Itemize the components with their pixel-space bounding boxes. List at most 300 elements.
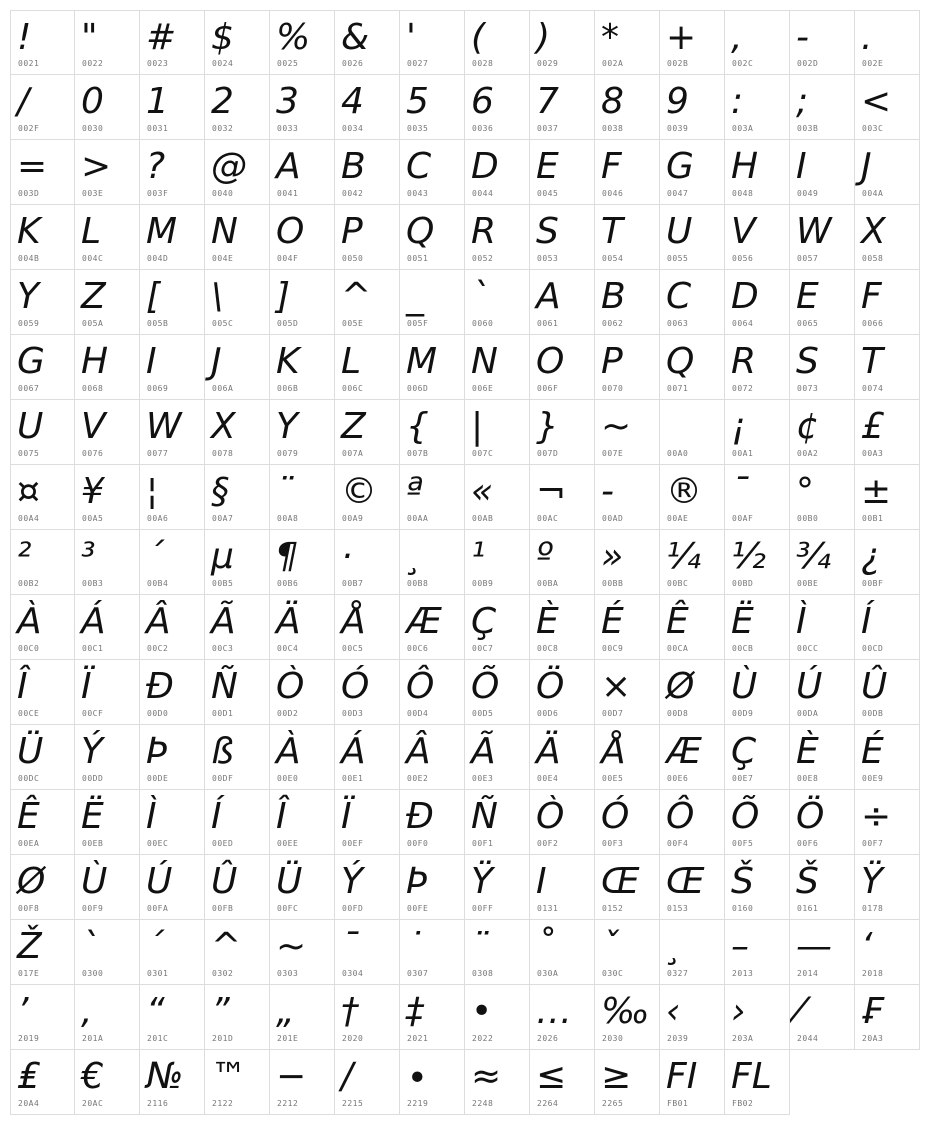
glyph-cell <box>270 920 335 985</box>
glyph-cell <box>530 10 595 75</box>
glyph-character: µ <box>211 536 234 577</box>
glyph-codepoint: 006B <box>277 384 299 393</box>
glyph-codepoint: 201D <box>212 1034 234 1043</box>
glyph-character: J <box>211 341 222 382</box>
glyph-codepoint: 00F1 <box>472 839 494 848</box>
glyph-codepoint: 0060 <box>472 319 494 328</box>
glyph-character: [ <box>146 276 161 317</box>
glyph-codepoint: 0061 <box>537 319 559 328</box>
glyph-cell <box>660 725 725 790</box>
glyph-cell <box>595 920 660 985</box>
glyph-cell <box>10 985 75 1050</box>
glyph-codepoint: 0071 <box>667 384 689 393</box>
glyph-character: T <box>601 211 623 252</box>
glyph-cell <box>855 335 920 400</box>
glyph-cell <box>660 270 725 335</box>
glyph-codepoint: 00BB <box>602 579 624 588</box>
glyph-codepoint: 006D <box>407 384 429 393</box>
glyph-codepoint: 0327 <box>667 969 689 978</box>
glyph-character: C <box>406 146 432 187</box>
glyph-codepoint: 00F8 <box>18 904 40 913</box>
glyph-cell <box>75 10 140 75</box>
glyph-cell <box>790 985 855 1050</box>
glyph-codepoint: 0031 <box>147 124 169 133</box>
glyph-codepoint: 0131 <box>537 904 559 913</box>
glyph-codepoint: 0300 <box>82 969 104 978</box>
glyph-character: ? <box>146 146 166 187</box>
glyph-codepoint: 00D6 <box>537 709 559 718</box>
glyph-codepoint: 00C3 <box>212 644 234 653</box>
glyph-codepoint: 00FB <box>212 904 234 913</box>
glyph-codepoint: 0022 <box>82 59 104 68</box>
glyph-character: Y <box>17 276 39 317</box>
glyph-character: O <box>276 211 305 252</box>
glyph-codepoint: 017E <box>18 969 40 978</box>
glyph-cell <box>335 465 400 530</box>
glyph-codepoint: 0067 <box>18 384 40 393</box>
glyph-cell <box>205 855 270 920</box>
glyph-cell <box>855 985 920 1050</box>
glyph-character: # <box>146 17 177 58</box>
glyph-codepoint: FB02 <box>732 1099 754 1108</box>
glyph-cell <box>140 140 205 205</box>
glyph-character: Â <box>146 601 171 642</box>
glyph-character: ≤ <box>536 1056 567 1097</box>
glyph-cell <box>725 920 790 985</box>
glyph-cell <box>270 660 335 725</box>
glyph-codepoint: 00C0 <box>18 644 40 653</box>
glyph-codepoint: 0028 <box>472 59 494 68</box>
glyph-codepoint: 002D <box>797 59 819 68</box>
glyph-cell <box>855 270 920 335</box>
glyph-codepoint: 00A1 <box>732 449 754 458</box>
glyph-character: Z <box>341 406 366 447</box>
glyph-cell <box>595 335 660 400</box>
glyph-cell <box>530 985 595 1050</box>
glyph-character: V <box>81 406 106 447</box>
glyph-character: % <box>276 17 311 58</box>
glyph-cell <box>10 270 75 335</box>
glyph-codepoint: 0304 <box>342 969 364 978</box>
glyph-cell <box>855 10 920 75</box>
glyph-character: ≥ <box>601 1056 632 1097</box>
glyph-character: — <box>796 926 832 967</box>
glyph-codepoint: 00ED <box>212 839 234 848</box>
glyph-codepoint: 00BA <box>537 579 559 588</box>
glyph-cell <box>270 530 335 595</box>
glyph-cell <box>205 1050 270 1115</box>
glyph-codepoint: 00F6 <box>797 839 819 848</box>
glyph-codepoint: 00D8 <box>667 709 689 718</box>
glyph-cell <box>660 75 725 140</box>
glyph-character: † <box>341 991 359 1032</box>
glyph-cell <box>10 530 75 595</box>
glyph-cell <box>75 530 140 595</box>
glyph-cell <box>140 920 205 985</box>
glyph-codepoint: 0066 <box>862 319 884 328</box>
glyph-codepoint: 2018 <box>862 969 884 978</box>
glyph-character: “ <box>146 991 165 1032</box>
glyph-codepoint: 00E7 <box>732 774 754 783</box>
glyph-cell <box>595 985 660 1050</box>
glyph-cell <box>465 660 530 725</box>
glyph-codepoint: 00F7 <box>862 839 884 848</box>
glyph-cell <box>595 270 660 335</box>
glyph-cell <box>725 335 790 400</box>
glyph-cell <box>205 140 270 205</box>
glyph-character: ! <box>17 17 32 58</box>
glyph-codepoint: 0161 <box>797 904 819 913</box>
glyph-character: › <box>731 991 746 1032</box>
glyph-character: Ç <box>731 731 757 772</box>
glyph-codepoint: 002F <box>18 124 40 133</box>
glyph-codepoint: 00CE <box>18 709 40 718</box>
glyph-character: É <box>861 731 884 772</box>
glyph-codepoint: 002C <box>732 59 754 68</box>
glyph-cell <box>465 920 530 985</box>
glyph-character: Œ <box>666 861 705 902</box>
glyph-character: * <box>601 17 619 58</box>
glyph-codepoint: 0042 <box>342 189 364 198</box>
glyph-cell <box>530 790 595 855</box>
glyph-codepoint: 2026 <box>537 1034 559 1043</box>
glyph-character: ] <box>276 276 291 317</box>
glyph-cell <box>75 270 140 335</box>
glyph-character: V <box>731 211 756 252</box>
glyph-character: { <box>406 406 429 447</box>
glyph-codepoint: 0035 <box>407 124 429 133</box>
glyph-character: Ü <box>276 861 303 902</box>
glyph-character: Ç <box>471 601 497 642</box>
glyph-cell <box>140 595 205 660</box>
glyph-codepoint: 004C <box>82 254 104 263</box>
glyph-cell <box>270 595 335 660</box>
glyph-cell <box>790 855 855 920</box>
glyph-cell <box>400 985 465 1050</box>
glyph-cell <box>595 725 660 790</box>
glyph-character: ± <box>861 471 892 512</box>
glyph-character: Y <box>276 406 298 447</box>
glyph-codepoint: 00CF <box>82 709 104 718</box>
glyph-codepoint: 00F0 <box>407 839 429 848</box>
glyph-character: E <box>536 146 559 187</box>
glyph-character: I <box>536 861 547 902</box>
glyph-codepoint: 0301 <box>147 969 169 978</box>
glyph-character: T <box>861 341 883 382</box>
glyph-codepoint: 003C <box>862 124 884 133</box>
glyph-cell <box>465 1050 530 1115</box>
glyph-cell <box>10 10 75 75</box>
glyph-cell <box>855 530 920 595</box>
glyph-character: Ï <box>81 666 92 707</box>
glyph-codepoint: 0034 <box>342 124 364 133</box>
glyph-cell <box>140 855 205 920</box>
glyph-cell <box>140 660 205 725</box>
glyph-cell <box>855 660 920 725</box>
glyph-character: Ð <box>146 666 174 707</box>
glyph-character: É <box>601 601 624 642</box>
glyph-codepoint: 2122 <box>212 1099 234 1108</box>
glyph-codepoint: 00F9 <box>82 904 104 913</box>
glyph-codepoint: 00D3 <box>342 709 364 718</box>
glyph-codepoint: 007E <box>602 449 624 458</box>
glyph-character: Õ <box>731 796 760 837</box>
glyph-cell <box>595 790 660 855</box>
glyph-codepoint: 2044 <box>797 1034 819 1043</box>
glyph-character: " <box>81 17 98 58</box>
glyph-character: FL <box>731 1056 772 1097</box>
glyph-character: Á <box>341 731 366 772</box>
glyph-codepoint: 006E <box>472 384 494 393</box>
glyph-character: W <box>146 406 182 447</box>
glyph-cell <box>10 790 75 855</box>
glyph-cell <box>530 660 595 725</box>
glyph-cell <box>725 595 790 660</box>
glyph-character: Ì <box>146 796 157 837</box>
glyph-character: A <box>536 276 561 317</box>
glyph-character: № <box>146 1056 184 1097</box>
glyph-codepoint: 005A <box>82 319 104 328</box>
glyph-cell <box>335 10 400 75</box>
glyph-cell <box>140 465 205 530</box>
glyph-character: ` <box>81 926 99 967</box>
glyph-character: P <box>341 211 363 252</box>
glyph-codepoint: 0152 <box>602 904 624 913</box>
glyph-character: Û <box>211 861 238 902</box>
glyph-codepoint: 0030 <box>82 124 104 133</box>
glyph-cell <box>270 335 335 400</box>
glyph-codepoint: 00C1 <box>82 644 104 653</box>
glyph-codepoint: 0027 <box>407 59 429 68</box>
glyph-cell <box>10 335 75 400</box>
glyph-character: ¨ <box>471 926 489 967</box>
glyph-codepoint: 004B <box>18 254 40 263</box>
glyph-codepoint: 00E3 <box>472 774 494 783</box>
glyph-cell <box>400 205 465 270</box>
glyph-codepoint: 0051 <box>407 254 429 263</box>
glyph-character: ² <box>17 536 32 577</box>
glyph-cell <box>140 205 205 270</box>
glyph-cell <box>140 985 205 1050</box>
glyph-character: ¥ <box>81 471 104 512</box>
glyph-character: B <box>601 276 626 317</box>
glyph-codepoint: 006A <box>212 384 234 393</box>
glyph-character: ‹ <box>666 991 681 1032</box>
glyph-character: Ñ <box>471 796 498 837</box>
glyph-character: _ <box>406 276 424 317</box>
glyph-codepoint: 00C4 <box>277 644 299 653</box>
glyph-cell <box>400 10 465 75</box>
glyph-codepoint: 0026 <box>342 59 364 68</box>
glyph-character: Q <box>406 211 435 252</box>
glyph-codepoint: 00C7 <box>472 644 494 653</box>
glyph-codepoint: 0047 <box>667 189 689 198</box>
glyph-cell <box>465 725 530 790</box>
glyph-cell <box>660 1050 725 1115</box>
glyph-cell <box>660 205 725 270</box>
glyph-cell <box>660 530 725 595</box>
glyph-cell <box>205 660 270 725</box>
glyph-character: Ó <box>341 666 370 707</box>
glyph-cell <box>595 855 660 920</box>
glyph-cell <box>725 855 790 920</box>
glyph-codepoint: 00E4 <box>537 774 559 783</box>
glyph-character: Â <box>406 731 431 772</box>
glyph-character: ˚ <box>536 926 554 967</box>
glyph-codepoint: 0074 <box>862 384 884 393</box>
glyph-character: Ì <box>796 601 807 642</box>
glyph-codepoint: 0036 <box>472 124 494 133</box>
glyph-character: Ü <box>17 731 44 772</box>
glyph-codepoint: 2019 <box>18 1034 40 1043</box>
glyph-character: ˇ <box>601 926 619 967</box>
glyph-codepoint: 00AB <box>472 514 494 523</box>
glyph-character: N <box>211 211 238 252</box>
glyph-cell <box>855 920 920 985</box>
glyph-character: ∙ <box>406 1056 429 1097</box>
glyph-character: Ý <box>341 861 363 902</box>
glyph-codepoint: 0068 <box>82 384 104 393</box>
glyph-character: ‰ <box>601 991 650 1032</box>
glyph-cell <box>400 335 465 400</box>
glyph-character: | <box>471 406 484 447</box>
glyph-codepoint: 0039 <box>667 124 689 133</box>
glyph-cell <box>595 10 660 75</box>
glyph-codepoint: 007D <box>537 449 559 458</box>
glyph-codepoint: 0052 <box>472 254 494 263</box>
glyph-character: ¹ <box>471 536 486 577</box>
glyph-cell <box>75 855 140 920</box>
glyph-character: ¿ <box>861 536 881 577</box>
glyph-character: K <box>17 211 41 252</box>
glyph-cell <box>335 75 400 140</box>
glyph-cell <box>140 725 205 790</box>
glyph-codepoint: 00DB <box>862 709 884 718</box>
glyph-codepoint: 00B1 <box>862 514 884 523</box>
glyph-codepoint: 00A5 <box>82 514 104 523</box>
glyph-codepoint: 00F3 <box>602 839 624 848</box>
glyph-codepoint: 002A <box>602 59 624 68</box>
glyph-cell <box>855 465 920 530</box>
glyph-codepoint: 00A9 <box>342 514 364 523</box>
glyph-character: ¦ <box>146 471 159 512</box>
glyph-codepoint: 005B <box>147 319 169 328</box>
glyph-character: Ã <box>211 601 236 642</box>
glyph-codepoint: 0057 <box>797 254 819 263</box>
glyph-character: B <box>341 146 366 187</box>
glyph-cell <box>725 270 790 335</box>
glyph-cell <box>10 465 75 530</box>
glyph-cell <box>660 465 725 530</box>
glyph-codepoint: 0077 <box>147 449 169 458</box>
glyph-codepoint: 006C <box>342 384 364 393</box>
glyph-cell <box>10 205 75 270</box>
glyph-character: Î <box>276 796 287 837</box>
glyph-character: ÷ <box>861 796 892 837</box>
glyph-cell <box>335 660 400 725</box>
glyph-codepoint: 005F <box>407 319 429 328</box>
glyph-cell <box>270 205 335 270</box>
glyph-codepoint: 0302 <box>212 969 234 978</box>
glyph-cell <box>725 400 790 465</box>
glyph-character: > <box>81 146 112 187</box>
glyph-cell <box>10 1050 75 1115</box>
glyph-codepoint: 0024 <box>212 59 234 68</box>
glyph-character: < <box>861 81 892 122</box>
glyph-codepoint: 00FC <box>277 904 299 913</box>
glyph-cell <box>660 140 725 205</box>
glyph-cell <box>205 400 270 465</box>
glyph-codepoint: 0040 <box>212 189 234 198</box>
glyph-cell <box>205 75 270 140</box>
glyph-cell <box>660 855 725 920</box>
glyph-codepoint: 2212 <box>277 1099 299 1108</box>
glyph-codepoint: 00CC <box>797 644 819 653</box>
glyph-codepoint: 0065 <box>797 319 819 328</box>
glyph-character: / <box>17 81 30 122</box>
glyph-cell <box>270 725 335 790</box>
glyph-codepoint: 0049 <box>797 189 819 198</box>
glyph-codepoint: 0033 <box>277 124 299 133</box>
glyph-cell <box>400 790 465 855</box>
glyph-codepoint: 00BD <box>732 579 754 588</box>
glyph-character: M <box>146 211 178 252</box>
glyph-character: Ú <box>796 666 823 707</box>
glyph-character: Ê <box>666 601 689 642</box>
glyph-cell <box>400 530 465 595</box>
glyph-codepoint: 0054 <box>602 254 624 263</box>
glyph-character: ₣ <box>861 991 884 1032</box>
glyph-character: ˙ <box>406 926 424 967</box>
glyph-character: ¯ <box>341 926 359 967</box>
glyph-codepoint: 0037 <box>537 124 559 133</box>
glyph-cell <box>270 1050 335 1115</box>
glyph-codepoint: 00F4 <box>667 839 689 848</box>
glyph-character: Ö <box>536 666 565 707</box>
glyph-codepoint: 00AD <box>602 514 624 523</box>
glyph-character: Š <box>731 861 754 902</box>
glyph-cell <box>790 270 855 335</box>
glyph-character: ^ <box>341 276 372 317</box>
glyph-cell <box>270 985 335 1050</box>
glyph-cell <box>530 920 595 985</box>
glyph-character: Ê <box>17 796 40 837</box>
glyph-codepoint: 007A <box>342 449 364 458</box>
glyph-codepoint: 006F <box>537 384 559 393</box>
glyph-codepoint: 2265 <box>602 1099 624 1108</box>
glyph-character: FI <box>666 1056 698 1097</box>
glyph-codepoint: 2013 <box>732 969 754 978</box>
glyph-cell <box>725 1050 790 1115</box>
glyph-codepoint: 203A <box>732 1034 754 1043</box>
glyph-codepoint: 20AC <box>82 1099 104 1108</box>
glyph-cell <box>140 1050 205 1115</box>
glyph-codepoint: 0075 <box>18 449 40 458</box>
glyph-cell <box>10 595 75 660</box>
glyph-cell <box>75 205 140 270</box>
glyph-character: R <box>731 341 757 382</box>
glyph-character: € <box>81 1056 104 1097</box>
glyph-character: ∕ <box>341 1056 354 1097</box>
glyph-cell <box>465 335 530 400</box>
glyph-character: G <box>666 146 694 187</box>
glyph-cell <box>205 530 270 595</box>
glyph-character: ¡ <box>731 406 746 447</box>
glyph-cell <box>75 465 140 530</box>
glyph-character: Ø <box>666 666 695 707</box>
glyph-cell <box>400 725 465 790</box>
glyph-character: Æ <box>406 601 442 642</box>
